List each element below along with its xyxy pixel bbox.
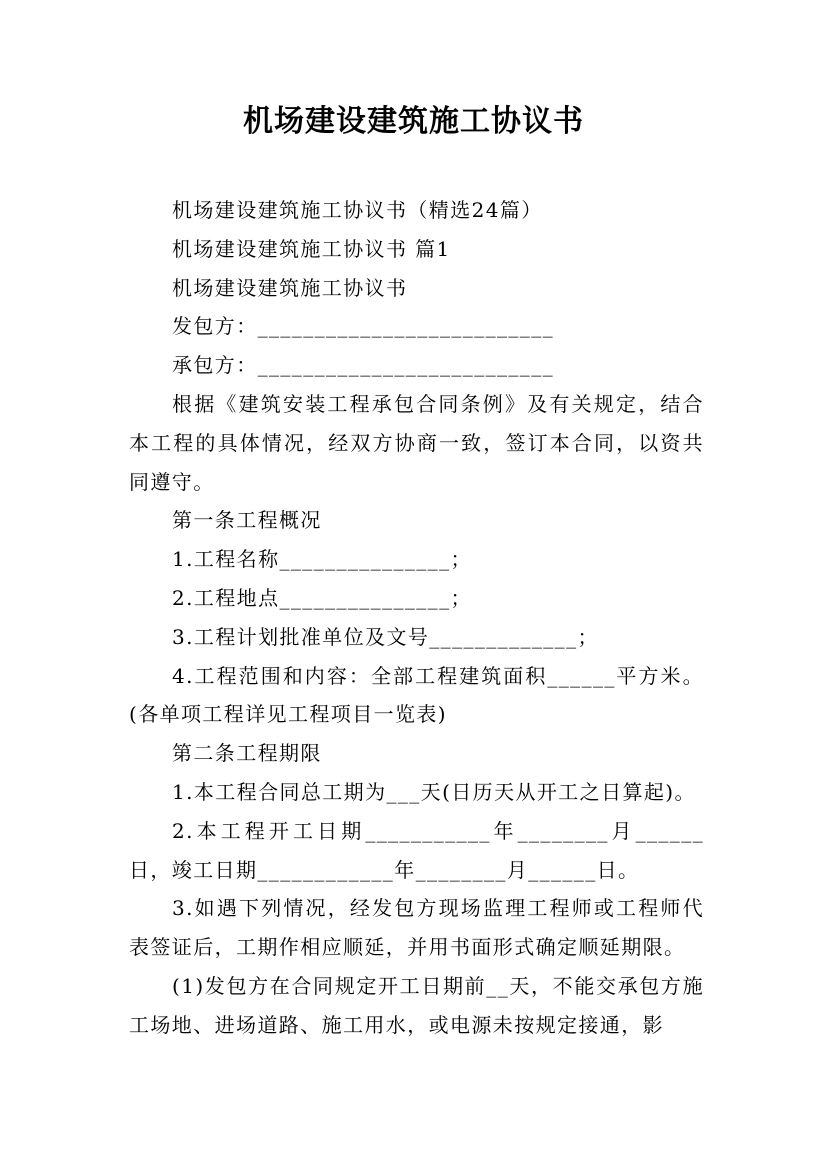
- article-2-item-3: 3.如遇下列情况，经发包方现场监理工程师或工程师代表签证后，工期作相应顺延，并用书面形式确定顺延期限。: [129, 896, 704, 960]
- subtitle-line: 机场建设建筑施工协议书（精选24篇）: [172, 198, 543, 222]
- article-2-heading: 第二条工程期限: [172, 741, 322, 766]
- agreement-name: 机场建设建筑施工协议书: [172, 275, 408, 300]
- article-1-item-1: 1.工程名称_______________；: [172, 547, 472, 572]
- article-1-heading: 第一条工程概况: [172, 508, 322, 533]
- article-1-item-4: 4.工程范围和内容：全部工程建筑面积______平方米。(各单项工程详见工程项目一览表): [129, 663, 704, 727]
- article-2-item-1: 1.本工程合同总工期为___天(日历天从开工之日算起)。: [172, 779, 696, 804]
- article-2-item-3-1: (1)发包方在合同规定开工日期前__天，不能交承包方施工场地、进场道路、施工用水，或电源未按规定接通，影: [129, 973, 704, 1037]
- document-title: 机场建设建筑施工协议书: [243, 104, 584, 139]
- document-body: [129, 191, 704, 1045]
- intro-paragraph: 根据《建筑安装工程承包合同条例》及有关规定，结合本工程的具体情况，经双方协商一致，签订本合同，以资共同遵守。: [129, 391, 704, 494]
- contractor-field: 承包方：__________________________: [172, 353, 554, 378]
- article-2-item-2: 2.本工程开工日期___________年________月______日，竣工日期____________年________月______日。: [129, 818, 704, 882]
- article-1-item-3: 3.工程计划批准单位及文号_____________；: [172, 624, 599, 649]
- section-heading: 机场建设建筑施工协议书 篇1: [172, 236, 451, 261]
- article-1-item-2: 2.工程地点_______________；: [172, 585, 472, 610]
- employer-field: 发包方：__________________________: [172, 314, 554, 339]
